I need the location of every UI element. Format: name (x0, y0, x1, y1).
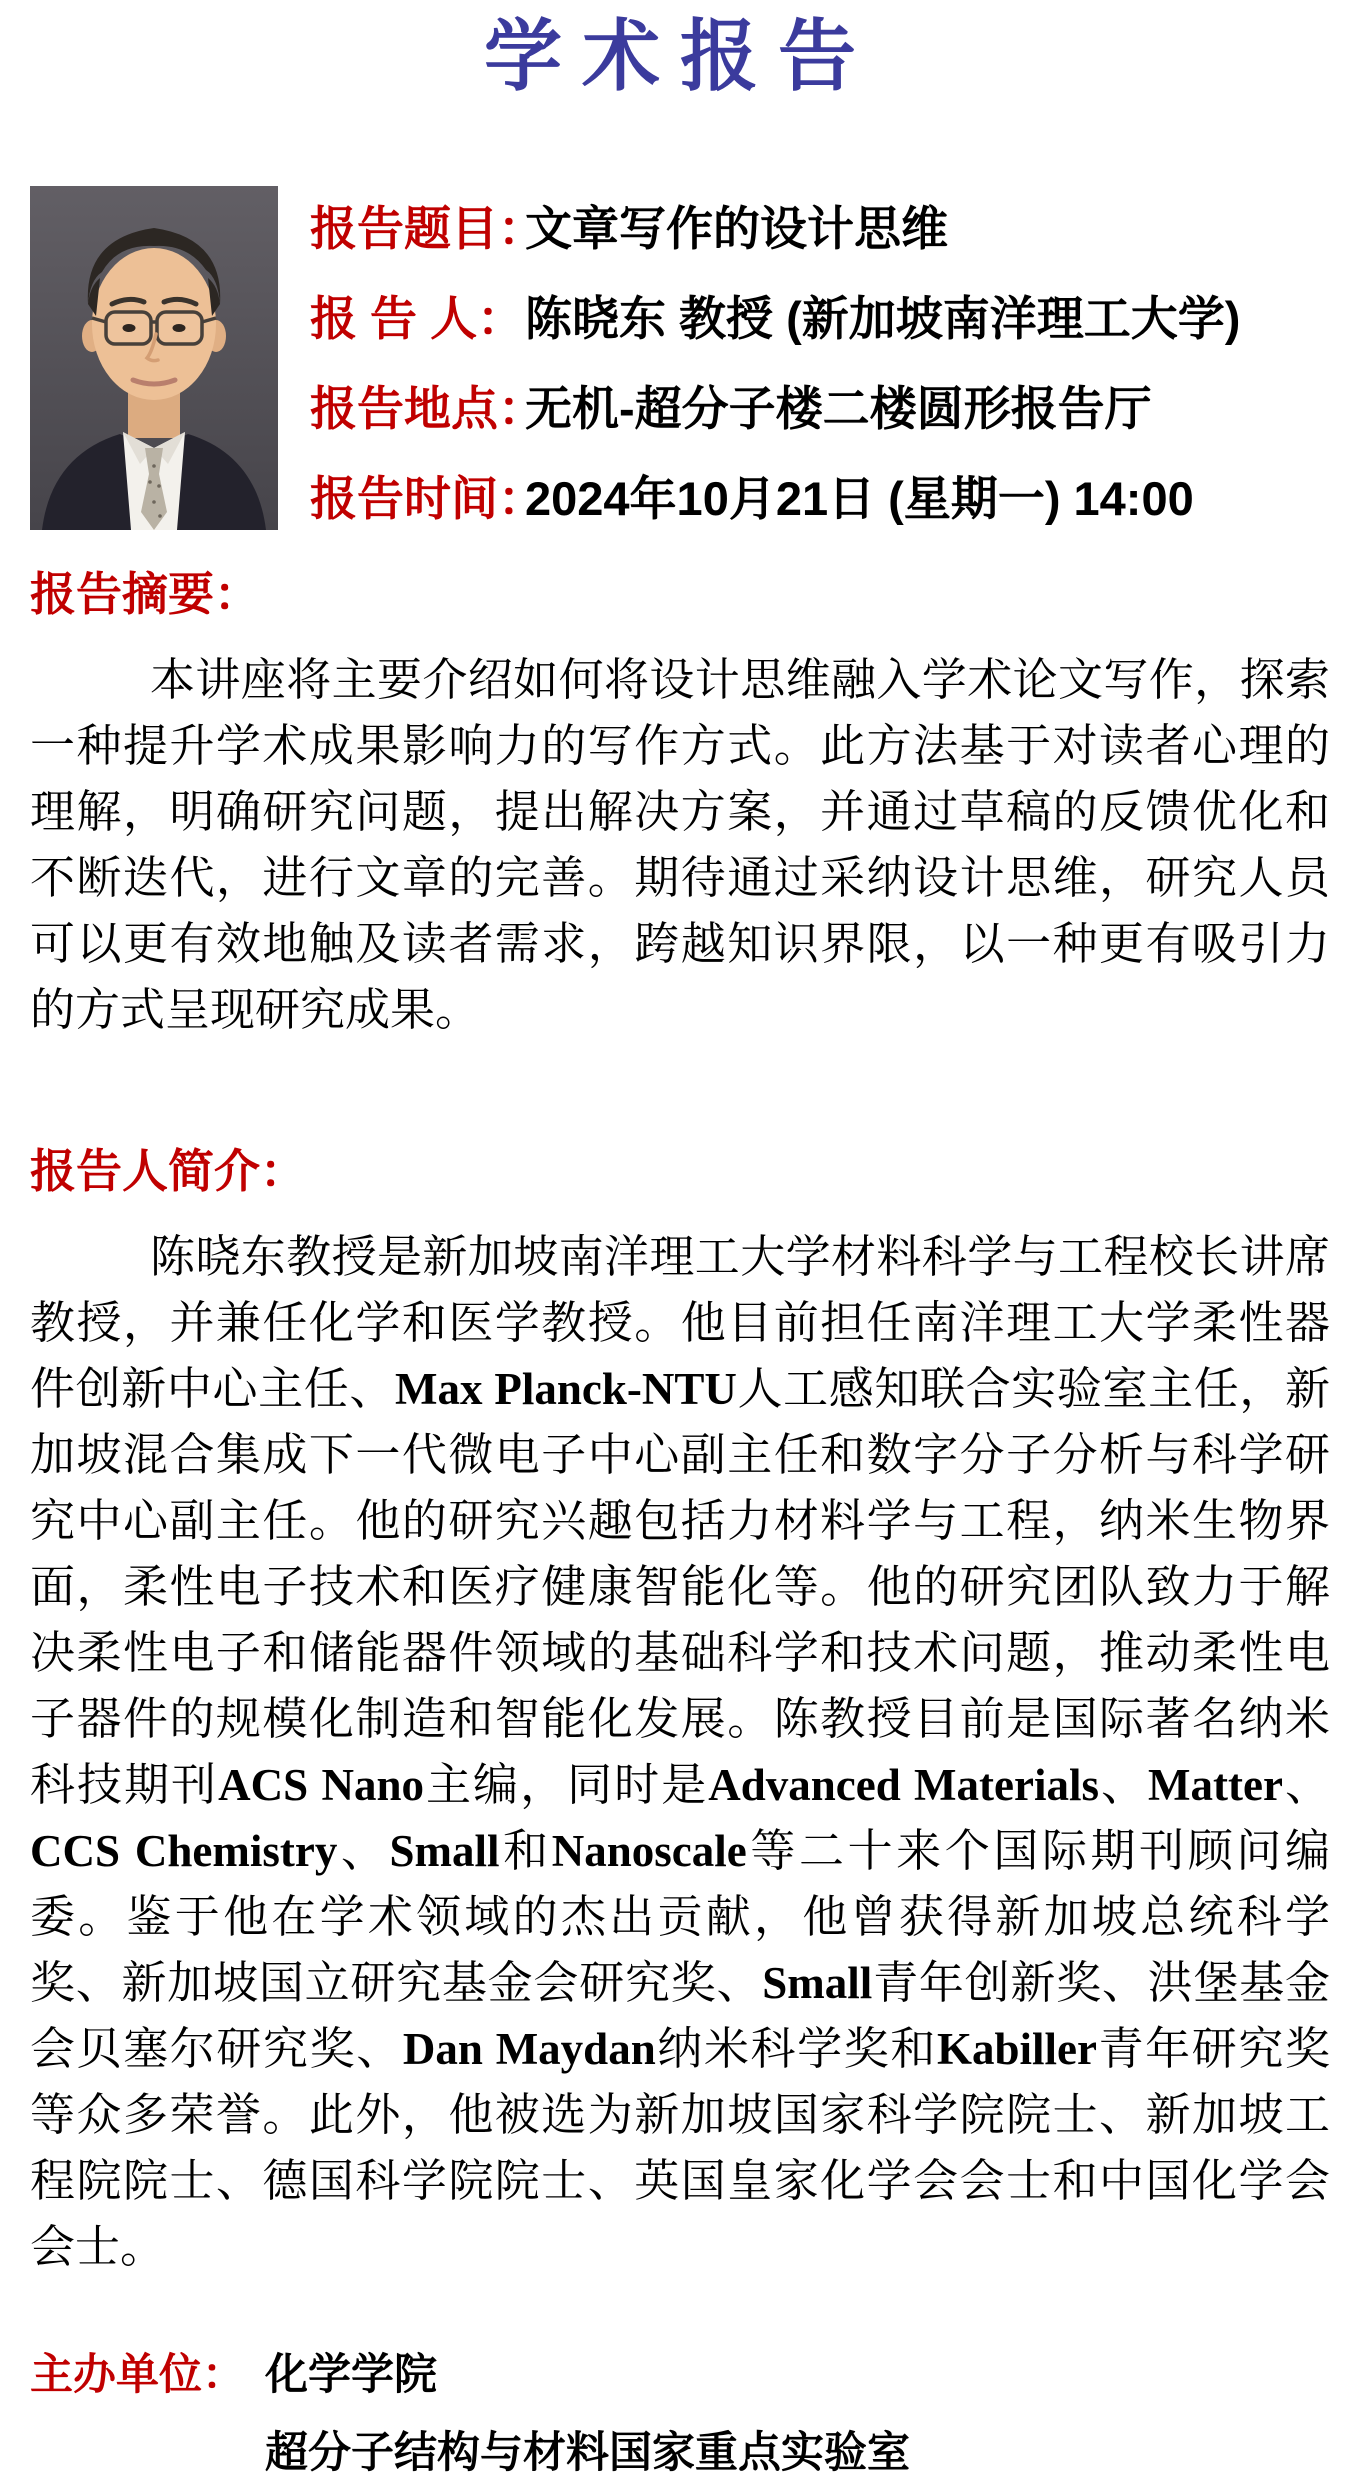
lecture-details (310, 186, 1330, 526)
detail-row-speaker (310, 292, 1330, 346)
poster-title: 学术报告 (483, 11, 876, 102)
organizer-section (30, 2336, 1330, 2492)
detail-value-speaker: 陈晓东 教授 (新加坡南洋理工大学) (525, 291, 1241, 345)
speaker-photo (30, 186, 278, 530)
organizer-lines (265, 2336, 910, 2492)
detail-value-time: 2024年10月21日 (星期一) 14:00 (525, 472, 1194, 526)
organizer-line-college: 化学学院 (265, 2350, 437, 2399)
detail-value-topic: 文章写作的设计思维 (525, 201, 948, 255)
abstract-heading: 报告摘要： (30, 567, 260, 620)
detail-label-topic: 报告题目： (310, 201, 545, 255)
bio-paragraph: 陈晓东教授是新加坡南洋理工大学材料科学与工程校长讲席教授，并兼任化学和医学教授。他目前担任南洋理工大学柔性器件创新中心主任、Max Planck-NTU人工感知联合实验室主任，新加坡混合集成下一代微电子中心副主任和数字分子分析与科学研究中心副主任。他的研究兴趣包括力材料学与工程，纳米生物界面，柔性电子技术和医疗健康智能化等。他的研究团队致力于解决柔性电子和储能器件领域的基础科学和技术问题，推动柔性电子器件的规模化制造和智能化发展。陈教授目前是国际著名纳米科技期刊ACS Nano主编，同时是Advanced Materials、Matter、CCS Chemistry、Small和Nanoscale等二十来个国际期刊顾问编委。鉴于他在学术领域的杰出贡献，他曾获得新加坡总统科学奖、新加坡国立研究基金会研究奖、Small青年创新奖、洪堡基金会贝塞尔研究奖、Dan Maydan纳米科学奖和Kabiller青年研究奖等众多荣誉。此外，他被选为新加坡国家科学院院士、新加坡工程院院士、德国科学院院士、英国皇家化学会会士和中国化学会会士。 (30, 1231, 1330, 2272)
detail-label-location: 报告地点： (310, 381, 545, 435)
organizer-label: 主办单位： (30, 2350, 245, 2399)
abstract-paragraph: 本讲座将主要介绍如何将设计思维融入学术论文写作，探索一种提升学术成果影响力的写作方式。此方法基于对读者心理的理解，明确研究问题，提出解决方案，并通过草稿的反馈优化和不断迭代，进行文章的完善。期待通过采纳设计思维，研究人员可以更有效地触及读者需求，跨越知识界限，以一种更有吸引力的方式呈现研究成果。 (30, 654, 1330, 1035)
detail-label-time: 报告时间： (310, 472, 545, 526)
organizer-line-lab: 超分子结构与材料国家重点实验室 (265, 2428, 910, 2477)
detail-row-location (310, 382, 1330, 436)
detail-label-speaker: 报 告 人： (310, 291, 525, 345)
detail-row-time (310, 472, 1330, 526)
speaker-portrait-illustration (30, 186, 278, 530)
detail-value-location: 无机-超分子楼二楼圆形报告厅 (525, 381, 1152, 435)
detail-row-topic (310, 202, 1330, 256)
header-section (30, 186, 1330, 530)
bio-heading: 报告人简介： (30, 1144, 306, 1197)
